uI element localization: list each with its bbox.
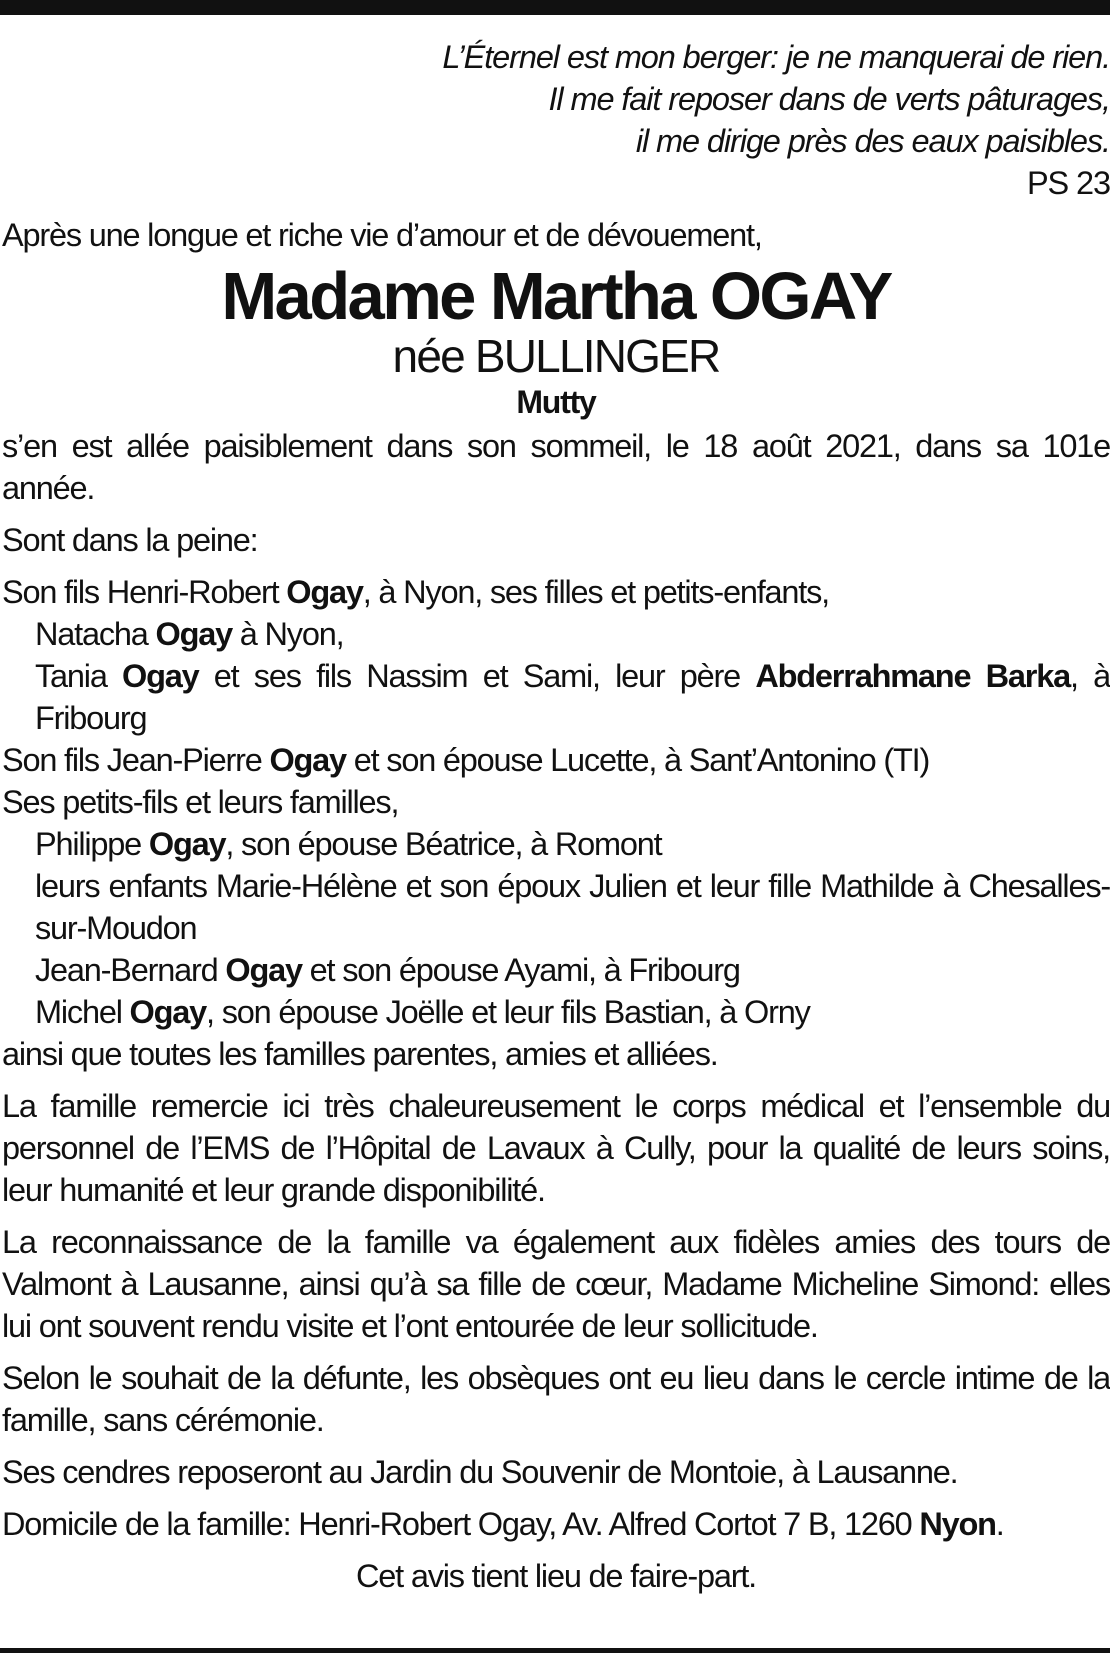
funeral-info: Selon le souhait de la défunte, les obsèques ont eu lieu dans le cercle intime de la famille, sans cérémonie. (2, 1360, 1110, 1438)
death-announcement: s’en est allée paisiblement dans son sommeil, le 18 août 2021, dans sa 101e année. (2, 428, 1110, 506)
family-line (2, 949, 1110, 991)
family-line (2, 655, 1110, 739)
surname: Ogay (225, 952, 302, 988)
nickname: Mutty (516, 384, 596, 420)
family-text: , son épouse Béatrice, à Romont (225, 826, 662, 862)
family-text: , à Nyon, ses filles et petits-enfants, (362, 574, 829, 610)
deceased-name: Madame Martha OGAY (221, 259, 891, 334)
verse-line: Il me fait reposer dans de verts pâturages, (548, 81, 1110, 117)
family-text: Son fils Jean-Pierre (2, 742, 270, 778)
family-text: et son épouse Lucette, à Sant’Antonino (TI) (345, 742, 930, 778)
family-text: , son épouse Joëlle et leur fils Bastian, à Orny (206, 994, 810, 1030)
surname: Ogay (148, 826, 226, 862)
family-line (2, 571, 1110, 613)
family-text: Natacha (35, 616, 156, 652)
family-text: Son fils Henri-Robert (2, 574, 287, 610)
family-text: Tania (35, 658, 122, 694)
family-address (2, 1503, 1110, 1545)
family-list (2, 571, 1110, 1075)
family-text: et ses fils Nassim et Sami, leur père (198, 658, 756, 694)
family-text: Jean-Bernard (35, 952, 226, 988)
family-line: ainsi que toutes les familles parentes, amies et alliées. (2, 1036, 718, 1072)
family-line: Ses petits-fils et leurs familles, (2, 784, 399, 820)
family-line (2, 823, 1110, 865)
verse-reference: PS 23 (1026, 165, 1110, 201)
family-line (2, 739, 1110, 781)
psalm-verse (2, 36, 1110, 204)
obituary-notice (2, 36, 1110, 1597)
bottom-rule (0, 1648, 1110, 1653)
closing-line: Cet avis tient lieu de faire-part. (356, 1558, 756, 1594)
family-text: et son épouse Ayami, à Fribourg (301, 952, 740, 988)
address-end: . (995, 1506, 1004, 1542)
family-text: , à Fribourg (35, 658, 1110, 736)
surname: Ogay (286, 574, 363, 610)
surname: Ogay (129, 994, 207, 1030)
top-rule (0, 0, 1110, 15)
family-line (2, 991, 1110, 1033)
family-line: leurs enfants Marie-Hélène et son époux Julien et leur fille Mathilde à Chesalles-sur-Moudon (35, 868, 1110, 946)
address-city: Nyon (919, 1506, 996, 1542)
family-text: Michel (35, 994, 130, 1030)
verse-line: L’Éternel est mon berger: je ne manquerai de rien. (442, 39, 1110, 75)
surname: Ogay (155, 616, 232, 652)
family-text: Philippe (35, 826, 149, 862)
verse-line: il me dirige près des eaux paisibles. (635, 123, 1110, 159)
family-line (2, 613, 1110, 655)
thanks-friends: La reconnaissance de la famille va également aux fidèles amies des tours de Valmont à Lausanne, ainsi qu’à sa fille de cœur, Madame Micheline Simond: elles lui ont souvent rendu visite et l’ont entourée de leur sollicitude. (2, 1224, 1110, 1344)
surname: Ogay (269, 742, 346, 778)
mourners-intro: Sont dans la peine: (2, 522, 258, 558)
thanks-medical: La famille remercie ici très chaleureusement le corps médical et l’ensemble du personnel de l’EMS de l’Hôpital de Lavaux à Cully, pour la qualité de leurs soins, leur humanité et leur grande disponibilité. (2, 1088, 1110, 1208)
intro-text: Après une longue et riche vie d’amour et de dévouement, (2, 217, 762, 253)
family-name-bold: Abderrahmane Barka (755, 658, 1070, 694)
maiden-name: née BULLINGER (392, 330, 720, 382)
surname: Ogay (122, 658, 199, 694)
family-text: à Nyon, (231, 616, 344, 652)
address-text: Domicile de la famille: Henri-Robert Ogay, Av. Alfred Cortot 7 B, 1260 (2, 1506, 920, 1542)
ashes-info: Ses cendres reposeront au Jardin du Souvenir de Montoie, à Lausanne. (2, 1454, 958, 1490)
